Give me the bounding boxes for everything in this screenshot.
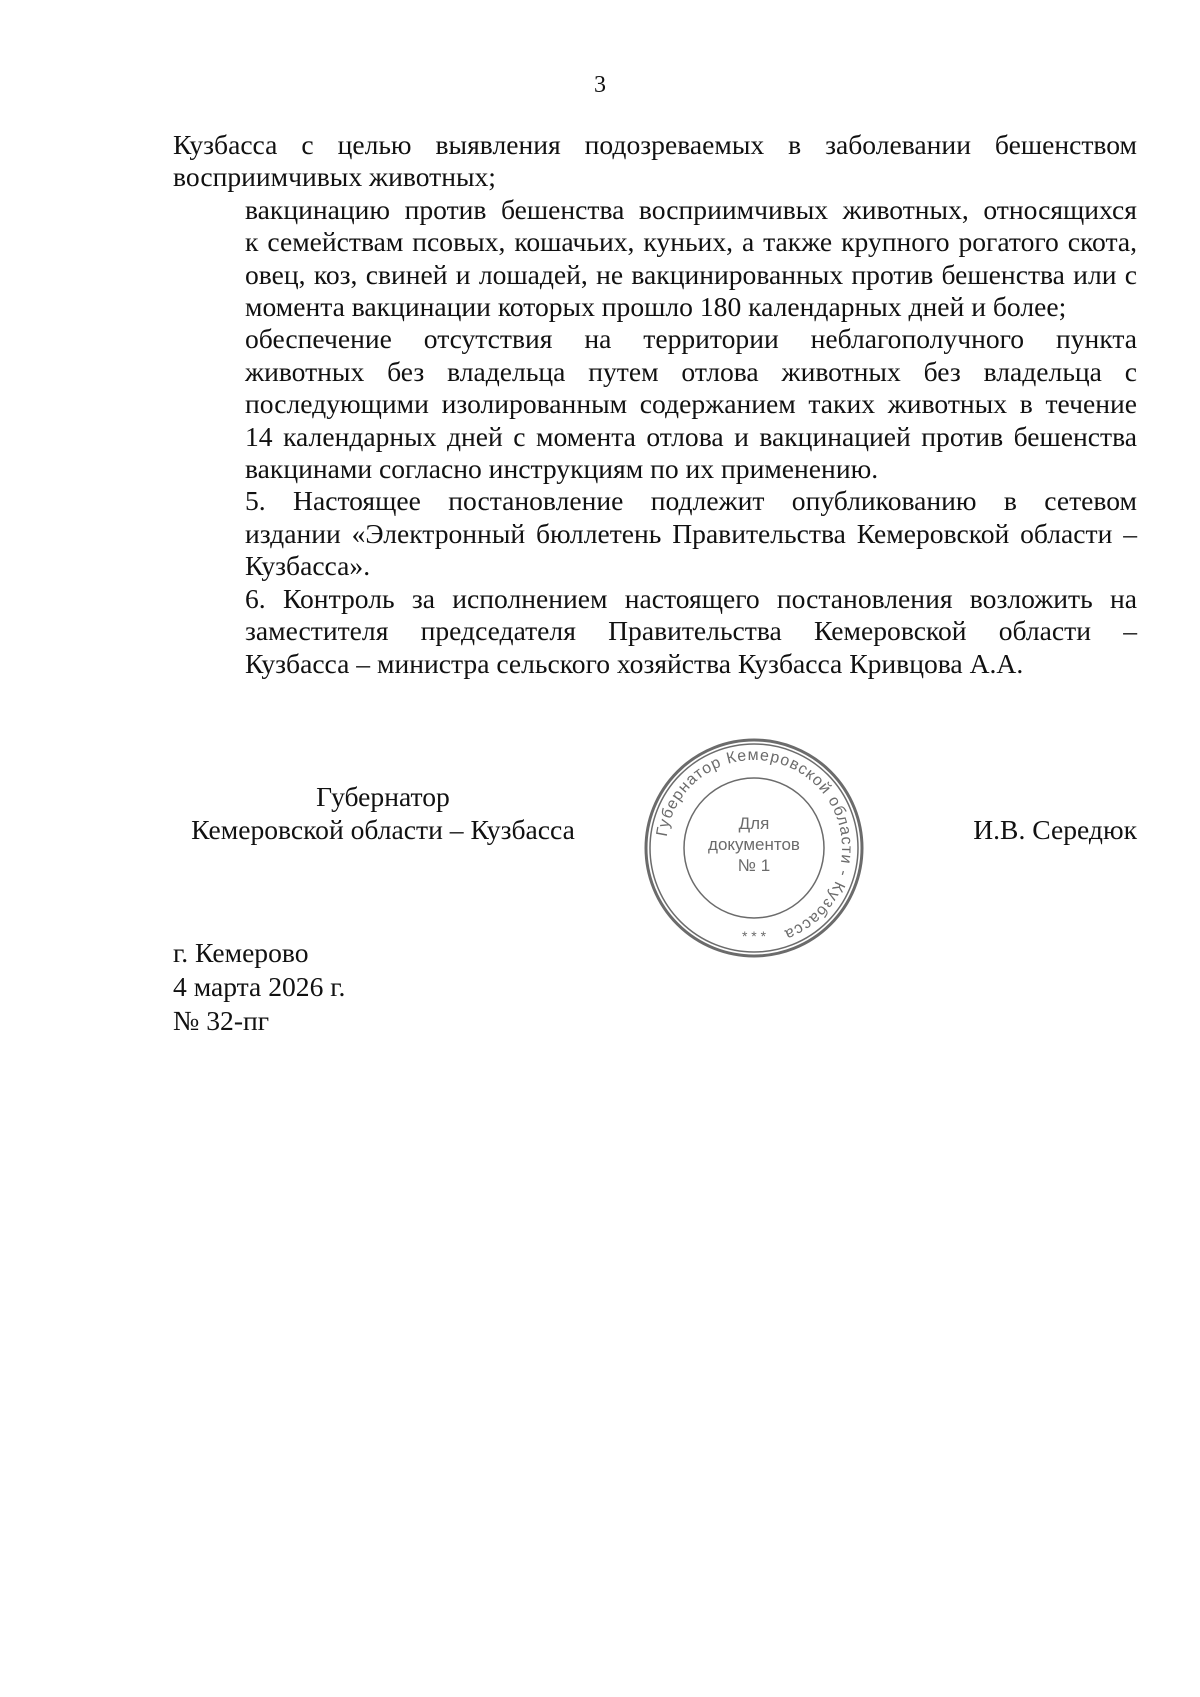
- text-line: обеспечение отсутствия на территории неблагополучного пункта: [245, 323, 1137, 355]
- text-line: животных без владельца путем отлова животных без владельца с: [245, 355, 1137, 387]
- text-line: вакцинацию против бешенства восприимчивых животных, относящихся: [245, 193, 1137, 225]
- official-stamp: [643, 737, 865, 959]
- text-line: Кузбасса».: [245, 550, 371, 582]
- text-line: Кузбасса с целью выявления подозреваемых в заболевании бешенством: [173, 129, 1137, 160]
- page-number: 3: [594, 72, 606, 98]
- stamp-center-line-3: № 1: [737, 856, 771, 875]
- document-city: г. Кемерово: [173, 937, 309, 968]
- document-details: [173, 936, 345, 1038]
- signature-title: [173, 780, 593, 846]
- text-line: к семействам псовых, кошачьих, куньих, а также крупного рогатого скота,: [245, 226, 1137, 258]
- signature-title-line-2: Кемеровской области – Кузбасса: [191, 814, 575, 845]
- document-number: № 32-пг: [173, 1005, 270, 1036]
- text-line: заместителя председателя Правительства Кемеровской области –: [245, 615, 1137, 647]
- paragraph: [173, 194, 1137, 324]
- text-line: издании «Электронный бюллетень Правительства Кемеровской области –: [245, 517, 1137, 549]
- text-line: последующими изолированным содержанием таких животных в течение: [245, 388, 1137, 420]
- signatory-name: И.В. Середюк: [973, 814, 1137, 845]
- document-date: 4 марта 2026 г.: [173, 971, 346, 1002]
- text-line: момента вакцинации которых прошло 180 календарных дней и более;: [245, 291, 1067, 323]
- paragraph: [173, 485, 1137, 582]
- stamp-ring-text: Губернатор Кемеровской области - Кузбасса: [653, 746, 856, 944]
- text-line: 6. Контроль за исполнением настоящего постановления возложить на: [245, 582, 1137, 614]
- paragraph: [173, 583, 1137, 680]
- text-line: вакцинами согласно инструкциям по их применению.: [245, 453, 879, 485]
- text-line: восприимчивых животных;: [173, 161, 496, 193]
- stamp-bottom-marks: * * *: [741, 928, 767, 944]
- stamp-center-line-1: Для: [738, 814, 770, 833]
- text-line: овец, коз, свиней и лошадей, не вакцинированных против бешенства или с: [245, 258, 1137, 290]
- paragraph: [173, 323, 1137, 485]
- text-line: Кузбасса – министра сельского хозяйства Кузбасса Кривцова А.А.: [245, 647, 1024, 679]
- document-body: [173, 129, 1137, 680]
- stamp-center-line-2: документов: [708, 835, 800, 854]
- paragraph: [173, 129, 1137, 194]
- text-line: 5. Настоящее постановление подлежит опубликованию в сетевом: [245, 485, 1137, 517]
- text-line: 14 календарных дней с момента отлова и вакцинацией против бешенства: [245, 420, 1137, 452]
- signature-title-line-1: Губернатор: [316, 781, 450, 812]
